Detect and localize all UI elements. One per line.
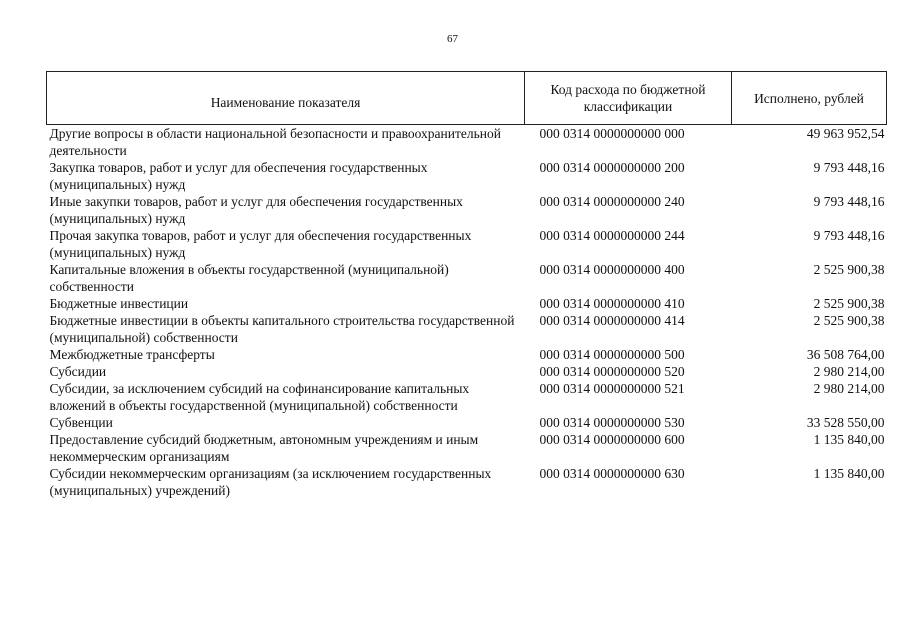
table-row [47,465,887,499]
indicator-name: Бюджетные инвестиции [49,296,189,311]
table-row [47,346,887,363]
expense-code: 000 0314 0000000000 521 [539,381,685,396]
expense-code: 000 0314 0000000000 200 [539,160,685,175]
expense-code: 000 0314 0000000000 400 [539,262,685,277]
expense-code: 000 0314 0000000000 000 [539,126,685,141]
table-row [47,295,887,312]
table-row [47,159,887,193]
table-header-row [47,72,887,125]
executed-amount: 2 525 900,38 [813,296,885,311]
indicator-name: Другие вопросы в области национальной безопасности и правоохранительной деятельности [49,126,501,158]
indicator-name: Капитальные вложения в объекты государственной (муниципальной) собственности [49,262,449,294]
expense-code: 000 0314 0000000000 630 [539,466,685,481]
indicator-name: Субсидии, за исключением субсидий на софинансирование капитальных вложений в объекты государственной (муниципальной) собственности [49,381,470,413]
expense-code: 000 0314 0000000000 240 [539,194,685,209]
indicator-name: Межбюджетные трансферты [49,347,215,362]
executed-amount: 33 528 550,00 [806,415,885,430]
header-executed-amount: Исполнено, рублей [732,72,887,125]
expenditure-table [46,71,887,499]
table-row [47,312,887,346]
indicator-name: Предоставление субсидий бюджетным, автономным учреждениям и иным некоммерческим организациям [49,432,479,464]
indicator-name: Субсидии [49,364,107,379]
indicator-name: Закупка товаров, работ и услуг для обеспечения государственных (муниципальных) нужд [49,160,428,192]
executed-amount: 1 135 840,00 [813,466,885,481]
executed-amount: 9 793 448,16 [813,160,885,175]
header-indicator-name: Наименование показателя [47,72,525,125]
table-row [47,380,887,414]
table-row [47,414,887,431]
indicator-name: Иные закупки товаров, работ и услуг для обеспечения государственных (муниципальных) нужд [49,194,463,226]
executed-amount: 1 135 840,00 [813,432,885,447]
executed-amount: 2 525 900,38 [813,313,885,328]
executed-amount: 9 793 448,16 [813,194,885,209]
table-row [47,227,887,261]
executed-amount: 2 525 900,38 [813,262,885,277]
executed-amount: 2 980 214,00 [813,364,885,379]
expense-code: 000 0314 0000000000 600 [539,432,685,447]
page-number: 67 [447,33,458,45]
indicator-name: Бюджетные инвестиции в объекты капитального строительства государственной (муниципальной) собственности [49,313,515,345]
header-expense-code: Код расхода по бюджетной классификации [525,72,732,125]
indicator-name: Прочая закупка товаров, работ и услуг для обеспечения государственных (муниципальных) нужд [49,228,472,260]
table-row [47,125,887,160]
executed-amount: 49 963 952,54 [806,126,885,141]
table-row [47,363,887,380]
table-row [47,261,887,295]
table-row [47,193,887,227]
expense-code: 000 0314 0000000000 410 [539,296,685,311]
executed-amount: 9 793 448,16 [813,228,885,243]
expense-code: 000 0314 0000000000 414 [539,313,685,328]
expense-code: 000 0314 0000000000 244 [539,228,685,243]
table-row [47,431,887,465]
executed-amount: 36 508 764,00 [806,347,885,362]
expense-code: 000 0314 0000000000 530 [539,415,685,430]
expense-code: 000 0314 0000000000 520 [539,364,685,379]
expense-code: 000 0314 0000000000 500 [539,347,685,362]
indicator-name: Субсидии некоммерческим организациям (за исключением государственных (муниципальных) учреждений) [49,466,492,498]
executed-amount: 2 980 214,00 [813,381,885,396]
indicator-name: Субвенции [49,415,113,430]
